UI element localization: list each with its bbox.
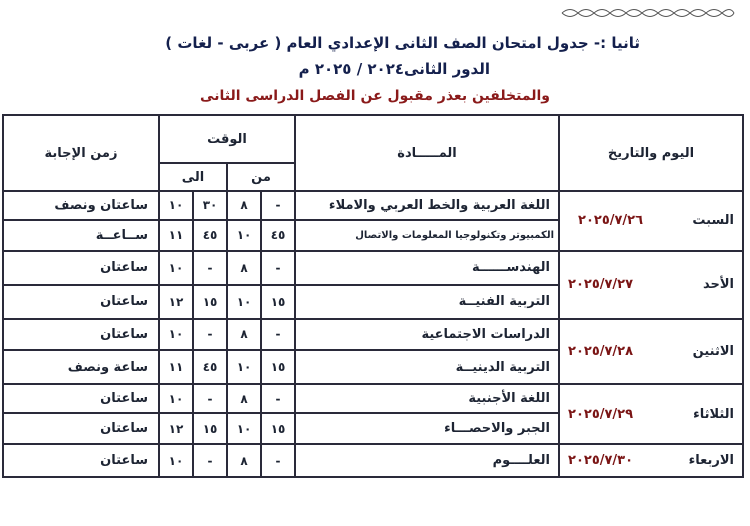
to-hour: ١٠	[159, 444, 193, 477]
from-minute: -	[261, 251, 295, 285]
to-hour: ١٢	[159, 285, 193, 319]
exam-date: ٢٠٢٥/٧/٢٩	[568, 406, 634, 422]
from-minute: -	[261, 444, 295, 477]
subject-cell: الجبر والاحصـــاء	[295, 413, 559, 444]
day-cell	[559, 319, 743, 385]
header-time: الوقت	[159, 115, 295, 163]
exam-date: ٢٠٢٥/٧/٢٦	[578, 213, 644, 229]
from-hour: ١٠	[227, 413, 261, 444]
from-hour: ١٠	[227, 350, 261, 384]
from-minute: ٤٥	[261, 220, 295, 251]
to-hour: ١٠	[159, 191, 193, 220]
header-from: من	[227, 163, 295, 191]
from-hour: ٨	[227, 191, 261, 220]
from-hour: ٨	[227, 251, 261, 285]
duration-cell: ساعة ونصف	[3, 350, 159, 384]
table-row	[3, 444, 743, 477]
day-name: الأحد	[703, 277, 735, 293]
table-row	[3, 251, 743, 285]
to-minute: ٣٠	[193, 191, 227, 220]
duration-cell: ساعتان	[3, 319, 159, 351]
to-minute: -	[193, 384, 227, 413]
exam-title: ثانيا :- جدول امتحان الصف الثانى الإعدادي العام ( عربى - لغات )	[165, 34, 640, 52]
duration-cell: ساعتان	[3, 384, 159, 413]
to-minute: -	[193, 251, 227, 285]
to-hour: ١١	[159, 220, 193, 251]
day-name: الثلاثاء	[693, 406, 735, 422]
duration-cell: ساعتان	[3, 444, 159, 477]
to-hour: ١٠	[159, 251, 193, 285]
header-duration: زمن الإجابة	[3, 115, 159, 191]
to-minute: ٤٥	[193, 350, 227, 384]
to-hour: ١٠	[159, 384, 193, 413]
day-name: الاثنين	[692, 343, 735, 359]
subject-cell: اللغة العربية والخط العربي والاملاء	[295, 191, 559, 220]
from-minute: -	[261, 191, 295, 220]
exam-schedule-table	[2, 114, 744, 478]
from-hour: ١٠	[227, 285, 261, 319]
duration-cell: ساعتان	[3, 413, 159, 444]
from-minute: -	[261, 384, 295, 413]
from-hour: ٨	[227, 384, 261, 413]
day-cell	[559, 384, 743, 444]
from-hour: ٨	[227, 444, 261, 477]
exam-note: والمتخلفين بعذر مقبول عن الفصل الدراسى الثانى	[200, 88, 550, 104]
table-row	[3, 319, 743, 351]
to-hour: ١٢	[159, 413, 193, 444]
from-minute: ١٥	[261, 285, 295, 319]
from-minute: ١٥	[261, 413, 295, 444]
duration-cell: ساعتان	[3, 251, 159, 285]
to-hour: ١٠	[159, 319, 193, 351]
header-subject: المـــــادة	[295, 115, 559, 191]
subject-cell: اللغة الأجنبية	[295, 384, 559, 413]
exam-date: ٢٠٢٥/٧/٢٧	[568, 277, 634, 293]
subject-cell: العلــــوم	[295, 444, 559, 477]
day-cell	[559, 251, 743, 319]
schedule-body	[3, 191, 743, 477]
exam-date: ٢٠٢٥/٧/٣٠	[568, 453, 634, 468]
subject-cell: الدراسات الاجتماعية	[295, 319, 559, 351]
day-name: السبت	[692, 213, 735, 229]
subject-cell: الهندســــــة	[295, 251, 559, 285]
from-minute: ١٥	[261, 350, 295, 384]
header-day-date: اليوم والتاريخ	[559, 115, 743, 191]
to-minute: -	[193, 319, 227, 351]
day-cell	[559, 191, 743, 251]
subject-cell: التربية الدينيــة	[295, 350, 559, 384]
day-name: الاربعاء	[688, 453, 735, 468]
from-hour: ١٠	[227, 220, 261, 251]
from-hour: ٨	[227, 319, 261, 351]
to-hour: ١١	[159, 350, 193, 384]
to-minute: ٤٥	[193, 220, 227, 251]
to-minute: -	[193, 444, 227, 477]
exam-round: الدور الثانى٢٠٢٤ / ٢٠٢٥ م	[298, 60, 490, 78]
day-cell	[559, 444, 743, 477]
duration-cell: ساعتان ونصف	[3, 191, 159, 220]
header-to: الى	[159, 163, 227, 191]
from-minute: -	[261, 319, 295, 351]
ornament-border	[560, 6, 736, 20]
subject-cell: الكمبيوتر وتكنولوجيا المعلومات والاتصال	[295, 220, 559, 251]
subject-cell: التربية الفنيــة	[295, 285, 559, 319]
exam-date: ٢٠٢٥/٧/٢٨	[568, 343, 634, 359]
table-row	[3, 191, 743, 220]
duration-cell: ســاعــة	[3, 220, 159, 251]
table-row	[3, 384, 743, 413]
to-minute: ١٥	[193, 285, 227, 319]
to-minute: ١٥	[193, 413, 227, 444]
duration-cell: ساعتان	[3, 285, 159, 319]
